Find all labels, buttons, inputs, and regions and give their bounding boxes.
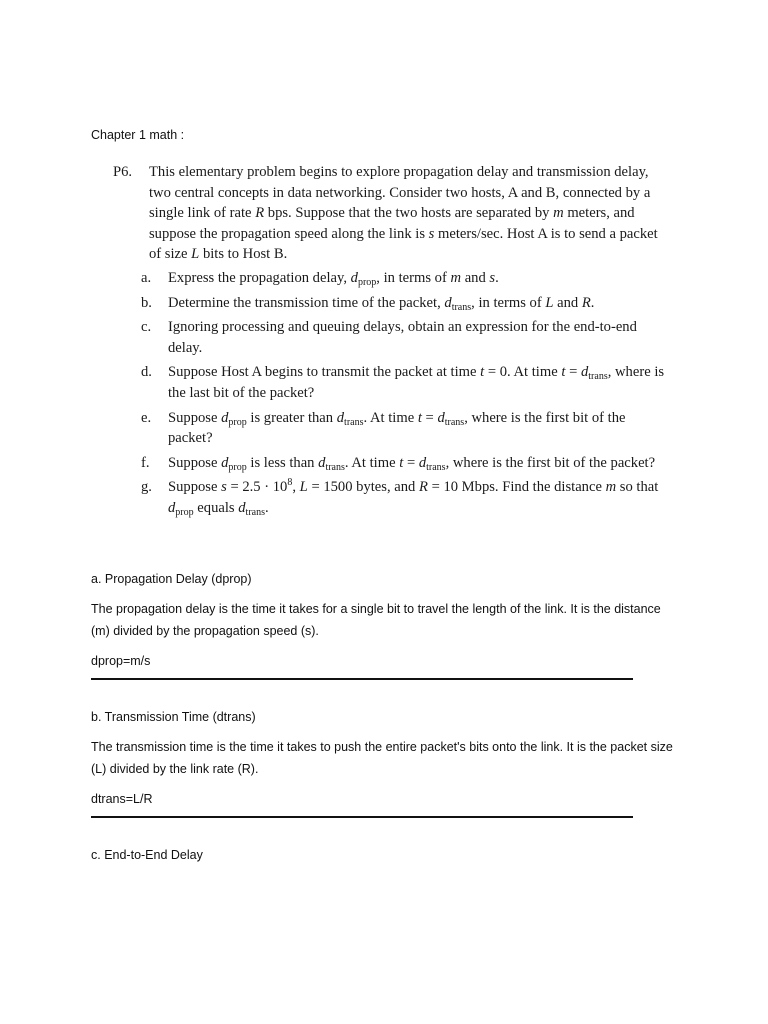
answer-c-title: c. End-to-End Delay [91, 848, 203, 862]
subscript: trans [245, 506, 265, 518]
text: = [425, 409, 434, 426]
text: . At time [363, 409, 415, 426]
divider [91, 816, 633, 818]
problem-intro-row [113, 162, 673, 265]
answer-a-title: a. Propagation Delay (dprop) [91, 572, 252, 586]
item-letter: a. [141, 269, 152, 286]
text: , in terms of [471, 294, 542, 311]
subscript: prop [228, 461, 247, 473]
problem-item-a [141, 268, 673, 289]
intro-text-2: bps. Suppose that the two hosts are separated by [267, 205, 550, 222]
var-t: t [480, 364, 485, 381]
text: , where is the first bit of the packet? [445, 454, 656, 471]
text: , where is the last bit of the packet? [168, 364, 665, 401]
var-m: m [553, 205, 564, 222]
var-d: d [318, 454, 326, 471]
text: . [590, 294, 595, 311]
intro-text-5: bits to Host B. [202, 246, 288, 263]
text: is greater than [250, 409, 334, 426]
text: is less than [250, 454, 315, 471]
text: Suppose Host A begins to transmit the packet at time [168, 364, 477, 381]
text: = 2.5 · 10 [230, 479, 288, 496]
answer-a-formula: dprop=m/s [91, 654, 151, 668]
chapter-heading: Chapter 1 math : [91, 128, 185, 142]
text: . At time [344, 454, 396, 471]
var-m: m [605, 479, 617, 496]
text: = 0. At time [487, 364, 558, 381]
item-letter: e. [141, 409, 152, 426]
answer-a-description: The propagation delay is the time it takes for a single bit to travel the length of the link. It is the distance (m) divided by the propagation speed (s). [91, 602, 661, 638]
text: Suppose [168, 479, 218, 496]
item-text: Ignoring processing and queuing delays, obtain an expression for the end-to-end delay. [168, 319, 637, 356]
text: = [406, 454, 416, 471]
problem-items [113, 268, 673, 519]
var-d: d [221, 409, 229, 426]
intro-text-4: meters/sec. Host A is to send a packet of size [149, 225, 658, 263]
var-s: s [428, 225, 435, 242]
problem-number: P6. [113, 164, 133, 180]
text: = 10 Mbps. Find the distance [431, 479, 602, 496]
text: Determine the transmission time of the packet, [168, 294, 441, 311]
text: Express the propagation delay, [168, 269, 347, 286]
divider [91, 678, 633, 680]
text: so that [619, 479, 659, 496]
answer-b-title: b. Transmission Time (dtrans) [91, 710, 256, 724]
text: Suppose [168, 454, 218, 471]
var-d: d [580, 364, 589, 381]
answer-b-description: The transmission time is the time it takes to push the entire packet's bits onto the link. It is the packet size (L) divided by the link rate (R). [91, 740, 673, 776]
item-letter: f. [141, 454, 150, 471]
subscript: trans [325, 461, 345, 473]
var-R: R [418, 479, 428, 496]
subscript: trans [451, 301, 472, 313]
var-L: L [299, 479, 308, 496]
text: equals [197, 499, 235, 516]
problem-item-c [141, 317, 673, 358]
subscript: trans [344, 416, 364, 428]
var-d: d [444, 294, 452, 311]
text: = [569, 364, 578, 381]
item-text [168, 453, 673, 474]
answers-section [91, 568, 681, 874]
item-letter: g. [141, 479, 152, 496]
text: , in terms of [376, 269, 447, 286]
subscript: trans [588, 371, 608, 383]
problem-item-b [141, 293, 673, 314]
text: and [557, 294, 579, 311]
var-L: L [545, 294, 554, 311]
item-text [168, 408, 673, 449]
var-d: d [350, 269, 358, 286]
var-d: d [437, 409, 445, 426]
problem-item-f [141, 453, 673, 474]
text: = 1500 bytes, and [311, 479, 416, 496]
var-d: d [221, 454, 229, 471]
var-L: L [191, 246, 200, 263]
answer-b-formula: dtrans=L/R [91, 792, 153, 806]
item-text [168, 268, 673, 289]
superscript: 8 [287, 477, 293, 489]
text: Suppose [168, 409, 218, 426]
subscript: prop [175, 506, 194, 518]
problem-p6 [113, 162, 673, 523]
subscript: trans [426, 461, 446, 473]
item-text [168, 293, 673, 314]
item-letter: d. [141, 364, 152, 381]
intro-text: This elementary problem begins to explore propagation delay and transmission delay, two central concepts in data networking. Consider two hosts, A and B, connected by a single link of rate [149, 164, 651, 222]
problem-item-e [141, 408, 673, 449]
problem-item-d [141, 362, 673, 403]
subscript: prop [357, 276, 377, 288]
var-R: R [581, 294, 591, 311]
var-m: m [450, 269, 462, 286]
item-text [168, 477, 673, 518]
var-s: s [489, 269, 496, 286]
item-letter: b. [141, 294, 152, 311]
var-d: d [238, 499, 246, 516]
item-letter: c. [141, 319, 152, 336]
var-t: t [399, 454, 404, 471]
text: . [495, 269, 499, 286]
subscript: trans [444, 416, 465, 428]
text: , where is the first bit of the packet? [168, 409, 626, 447]
item-text [168, 362, 673, 403]
var-t: t [561, 364, 566, 381]
subscript: prop [228, 416, 247, 428]
text: , [292, 479, 296, 496]
var-d: d [418, 454, 427, 471]
var-d: d [168, 499, 176, 516]
var-d: d [336, 409, 345, 426]
intro-text-3: meters, and suppose the propagation speed along the link is [149, 205, 635, 242]
problem-intro [149, 162, 673, 265]
text: and [464, 269, 486, 286]
var-R: R [255, 205, 265, 222]
problem-item-g [141, 477, 673, 518]
var-t: t [417, 409, 422, 426]
var-s: s [221, 479, 227, 496]
text: . [265, 499, 269, 516]
